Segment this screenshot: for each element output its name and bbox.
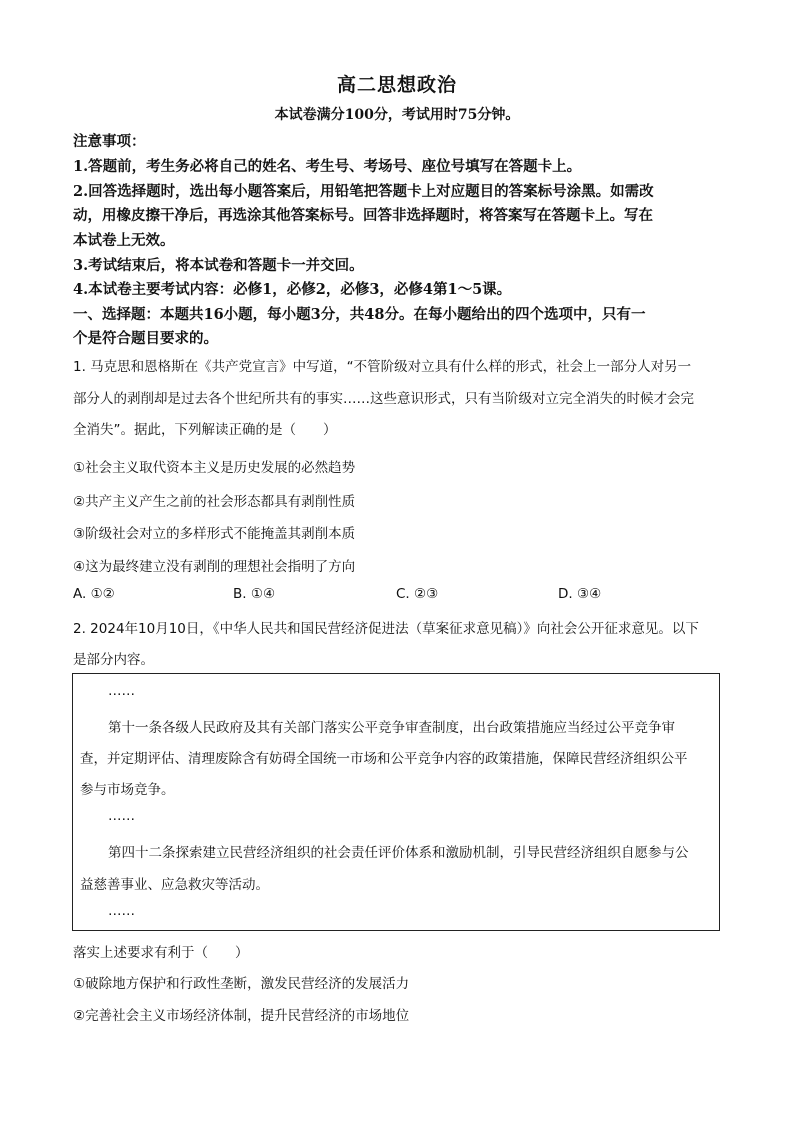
question-2-line-1: 2. 2024年10月10日，《中华人民共和国民营经济促进法（草案征求意见稿）》向社会公开征求意见。以下 xyxy=(73,621,699,637)
question-1-line-1: 1. 马克思和恩格斯在《共产党宣言》中写道，“不管阶级对立具有什么样的形式，社会上一部分人对另一 xyxy=(73,359,692,375)
note-item-3: 3.考试结束后，将本试卷和答题卡一并交回。 xyxy=(73,257,364,274)
q1-option-d: D. ③④ xyxy=(558,586,602,602)
excerpt-article-42-line-1: 第四十二条探索建立民营经济组织的社会责任评价体系和激励机制，引导民营经济组织自愿参与公 xyxy=(108,845,689,861)
excerpt-article-42-line-2: 益慈善事业、应急救灾等活动。 xyxy=(80,877,269,893)
question-1-line-2: 部分人的剥削却是过去各个世纪所共有的事实……这些意识形式，只有当阶级对立完全消失的时候才会完 xyxy=(73,391,694,407)
excerpt-article-11-line-2: 查，并定期评估、清理废除含有妨碍全国统一市场和公平竞争内容的政策措施，保障民营经济组织公平 xyxy=(80,751,688,767)
note-item-2-line-1: 2.回答选择题时，选出每小题答案后，用铅笔把答题卡上对应题目的答案标号涂黑。如需改 xyxy=(73,183,654,200)
excerpt-ellipsis-2: …… xyxy=(108,808,135,824)
excerpt-ellipsis-3: …… xyxy=(108,903,135,919)
q2-statement-1: ①破除地方保护和行政性垄断，激发民营经济的发展活力 xyxy=(73,976,410,992)
q1-option-c: C. ②③ xyxy=(396,586,439,602)
notes-heading: 注意事项： xyxy=(73,133,146,150)
note-item-4: 4.本试卷主要考试内容：必修1，必修2，必修3，必修4第1～5课。 xyxy=(73,281,512,298)
page-title: 高二思想政治 xyxy=(336,74,457,96)
question-2-stem: 落实上述要求有利于（ ） xyxy=(73,945,249,961)
question-1-line-3: 全消失”。据此，下列解读正确的是（ ） xyxy=(73,422,337,438)
question-2-line-2: 是部分内容。 xyxy=(73,652,154,668)
section-heading-line-1: 一、选择题：本题共16小题，每小题3分，共48分。在每小题给出的四个选项中，只有一 xyxy=(73,306,646,323)
exam-info: 本试卷满分100分，考试用时75分钟。 xyxy=(274,107,520,123)
note-item-2-line-2: 动，用橡皮擦干净后，再选涂其他答案标号。回答非选择题时，将答案写在答题卡上。写在 xyxy=(73,207,653,224)
q1-statement-1: ①社会主义取代资本主义是历史发展的必然趋势 xyxy=(73,460,356,476)
note-item-2-line-3: 本试卷上无效。 xyxy=(73,232,175,249)
excerpt-ellipsis-1: …… xyxy=(108,683,135,699)
q1-statement-4: ④这为最终建立没有剥削的理想社会指明了方向 xyxy=(73,559,356,575)
q1-statement-2: ②共产主义产生之前的社会形态都具有剥削性质 xyxy=(73,494,356,510)
note-item-1: 1.答题前，考生务必将自己的姓名、考生号、考场号、座位号填写在答题卡上。 xyxy=(73,158,582,175)
q2-statement-2: ②完善社会主义市场经济体制，提升民营经济的市场地位 xyxy=(73,1008,410,1024)
section-heading-line-2: 个是符合题目要求的。 xyxy=(73,330,218,347)
excerpt-article-11-line-1: 第十一条各级人民政府及其有关部门落实公平竞争审查制度，出台政策措施应当经过公平竞争审 xyxy=(108,720,675,736)
q1-option-b: B. ①④ xyxy=(233,586,276,602)
q1-statement-3: ③阶级社会对立的多样形式不能掩盖其剥削本质 xyxy=(73,526,356,542)
q1-option-a: A. ①② xyxy=(73,586,115,602)
excerpt-article-11-line-3: 参与市场竞争。 xyxy=(80,782,175,798)
